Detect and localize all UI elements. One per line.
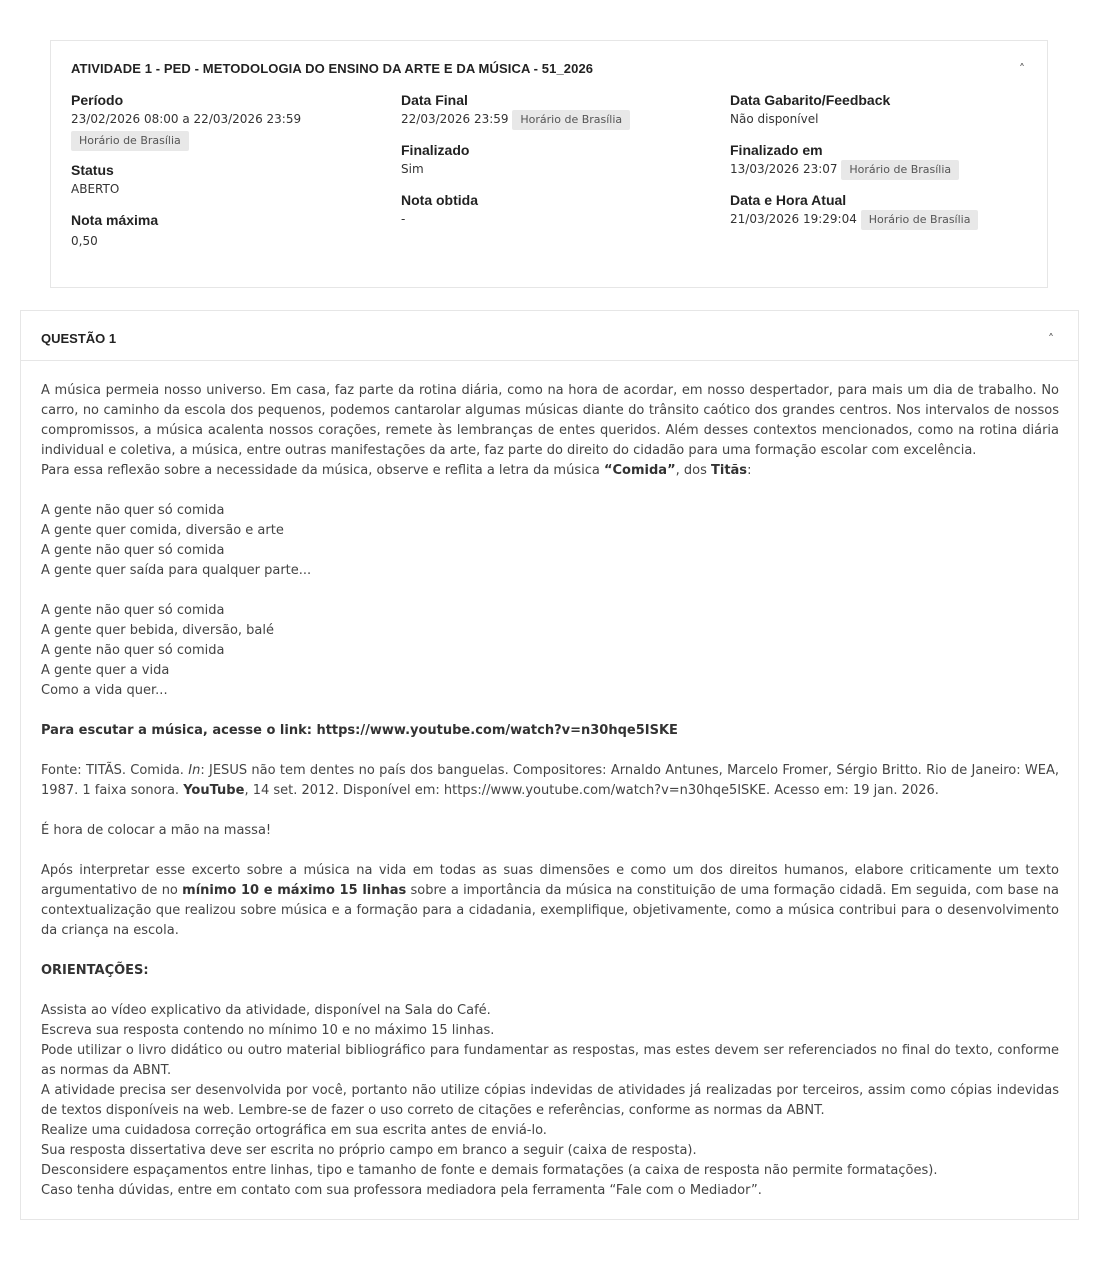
gabarito-value: Não disponível — [730, 112, 819, 126]
hora-paragraph: É hora de colocar a mão na massa! — [41, 823, 272, 838]
data-final-value: 22/03/2026 23:59 — [401, 112, 509, 126]
list-item: Sua resposta dissertativa deve ser escrita no próprio campo em branco a seguir (caixa de resposta). — [41, 1143, 697, 1158]
nota-obtida-label: Nota obtida — [401, 192, 478, 208]
data-hora-atual-label: Data e Hora Atual — [730, 192, 847, 208]
info-column-2 — [401, 91, 721, 231]
list-item: Escreva sua resposta contendo no mínimo 10 e no máximo 15 linhas. — [41, 1023, 495, 1038]
timezone-badge: Horário de Brasília — [841, 160, 959, 180]
question-title: QUESTÃO 1 — [41, 331, 117, 346]
gabarito-label: Data Gabarito/Feedback — [730, 92, 891, 108]
periodo-value: 23/02/2026 08:00 a 22/03/2026 23:59 — [71, 112, 302, 126]
list-item: Caso tenha dúvidas, entre em contato com sua professora mediadora pela ferramenta “Fale com o Mediador”. — [41, 1183, 762, 1198]
fonte-paragraph: Fonte: TITÃS. Comida. In: JESUS não tem dentes no país dos banguelas. Compositores: Arnaldo Antunes, Marcelo Fromer, Sérgio Britto. Rio de Janeiro: WEA, 1987. 1 faixa sonora. YouTube, 14 set. 2012. Disponível em: https://www.youtube.com/watch?v=n30hqe5ISKE. Acesso em: 19 jan. 2026. — [41, 763, 1059, 798]
periodo-label: Período — [71, 92, 124, 108]
activity-title: ATIVIDADE 1 - PED - METODOLOGIA DO ENSINO DA ARTE E DA MÚSICA - 51_2026 — [71, 61, 594, 76]
timezone-badge: Horário de Brasília — [861, 210, 979, 230]
music-link[interactable]: Para escutar a música, acesse o link: https://www.youtube.com/watch?v=n30hqe5ISKE — [41, 723, 678, 738]
finalizado-label: Finalizado — [401, 142, 470, 158]
finalizado-value: Sim — [401, 162, 424, 176]
reflexao-paragraph: Para essa reflexão sobre a necessidade da música, observe e reflita a letra da música “Comida”, dos Titãs: — [41, 463, 752, 478]
nota-maxima-label: Nota máxima — [71, 212, 159, 228]
status-label: Status — [71, 162, 114, 178]
finalizado-em-value: 13/03/2026 23:07 — [730, 162, 838, 176]
nota-obtida-value: - — [401, 212, 406, 226]
question-body — [41, 381, 1059, 1201]
orientacoes-list — [41, 1001, 1059, 1201]
list-item: A atividade precisa ser desenvolvida por você, portanto não utilize cópias indevidas de atividades já realizadas por terceiros, assim como cópias indevidas de textos disponíveis na web. Lembre-se de fazer o uso correto de citações e referências, conforme as normas da ABNT. — [41, 1083, 1059, 1118]
nota-maxima-value: 0,50 — [71, 234, 98, 248]
chevron-up-icon[interactable]: ˄ — [1048, 332, 1054, 346]
instruction-paragraph: Após interpretar esse excerto sobre a música na vida em todas as suas dimensões e como um dos direitos humanos, elabore criticamente um texto argumentativo de no mínimo 10 e máximo 15 linhas sobre a importância da música na constituição de uma formação cidadã. Em seguida, com base na contextualização que realizou sobre música e a formação para a cidadania, exemplifique, objetivamente, como a música contribui para o desenvolvimento da criança na escola. — [41, 863, 1059, 938]
data-hora-atual-value: 21/03/2026 19:29:04 — [730, 212, 857, 226]
lyrics-stanza-1: A gente não quer só comida A gente quer comida, diversão e arte A gente não quer só comida A gente quer saída para qualquer parte... — [41, 503, 312, 578]
list-item: Realize uma cuidadosa correção ortográfica em sua escrita antes de enviá-lo. — [41, 1123, 547, 1138]
finalizado-em-label: Finalizado em — [730, 142, 823, 158]
data-final-label: Data Final — [401, 92, 468, 108]
list-item: Desconsidere espaçamentos entre linhas, tipo e tamanho de fonte e demais formatações (a caixa de resposta não permite formatações). — [41, 1163, 938, 1178]
info-column-3 — [730, 91, 1050, 231]
lyrics-stanza-2: A gente não quer só comida A gente quer bebida, diversão, balé A gente não quer só comida A gente quer a vida Como a vida quer... — [41, 603, 274, 698]
list-item: Assista ao vídeo explicativo da atividade, disponível na Sala do Café. — [41, 1003, 491, 1018]
info-column-1 — [71, 91, 391, 253]
timezone-badge: Horário de Brasília — [512, 110, 630, 130]
chevron-up-icon[interactable]: ˄ — [1019, 62, 1025, 76]
activity-summary-card — [50, 40, 1048, 288]
intro-paragraph: A música permeia nosso universo. Em casa, faz parte da rotina diária, como na hora de acordar, em nosso despertador, para mais um dia de trabalho. No carro, no caminho da escola dos pequenos, podemos cantarolar algumas músicas diante do trânsito caótico dos grandes centros. Nos intervalos de nossos compromissos, a música acalenta nossos corações, remete às lembranças de entes queridos. Além desses contextos mencionados, como na rotina diária individual e coletiva, a música, entre outras manifestações da arte, faz parte do direito do cidadão para uma formação escolar com excelência. — [41, 383, 1059, 458]
orientacoes-title: ORIENTAÇÕES: — [41, 963, 149, 978]
status-value: ABERTO — [71, 182, 120, 196]
timezone-badge: Horário de Brasília — [71, 131, 189, 151]
list-item: Pode utilizar o livro didático ou outro material bibliográfico para fundamentar as respostas, mas estes devem ser referenciados no final do texto, conforme as normas da ABNT. — [41, 1043, 1059, 1078]
question-card — [20, 310, 1079, 1220]
question-header[interactable] — [21, 311, 1078, 361]
